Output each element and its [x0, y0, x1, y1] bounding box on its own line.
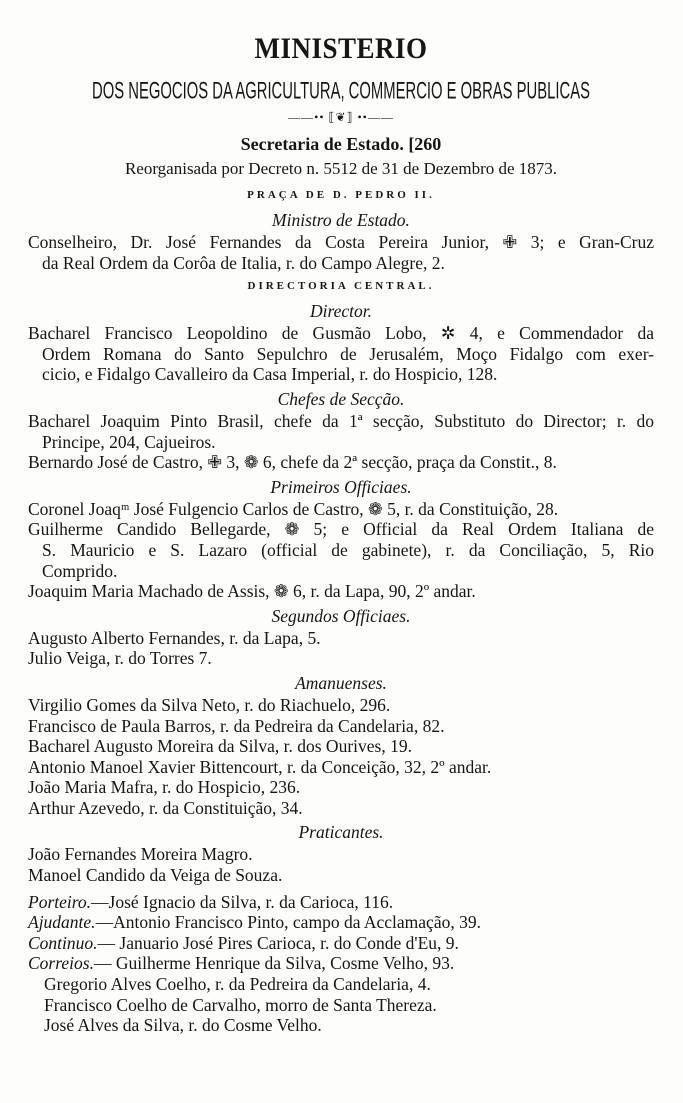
department-heading: DIRECTORIA CENTRAL.: [247, 280, 435, 293]
entry-line: Bacharel Francisco Leopoldino de Gusmão Lobo, ✲ 4, e Commendador da: [28, 323, 654, 344]
entry-line: S. Mauricio e S. Lazaro (official de gabinete), r. da Conciliação, 5, Rio: [42, 539, 654, 560]
entry-line: Comprido.: [42, 560, 118, 581]
staff-text: José Alves da Silva, r. do Cosme Velho.: [44, 1015, 322, 1036]
entry-line: Julio Veiga, r. do Torres 7.: [28, 648, 212, 669]
staff-entry: [28, 974, 654, 995]
entry-line: Francisco de Paula Barros, r. da Pedreira da Candelaria, 82.: [28, 715, 445, 736]
list-item: [28, 519, 654, 581]
staff-entry: [28, 933, 654, 954]
staff-text: — Januario José Pires Carioca, r. do Conde d'Eu, 9.: [97, 932, 459, 953]
entry-line: Principe, 204, Cajueiros.: [42, 431, 216, 452]
staff-entry: [28, 1015, 654, 1036]
entry-line: cicio, e Fidalgo Cavalleiro da Casa Imperial, r. do Hospicio, 128.: [42, 364, 498, 385]
list-item: [28, 452, 654, 473]
section-heading: Praticantes.: [298, 822, 384, 843]
entry-line: João Maria Mafra, r. do Hospicio, 236.: [28, 777, 301, 798]
entry-line: João Fernandes Moreira Magro.: [28, 844, 253, 865]
list-item: [28, 411, 654, 452]
staff-role: Porteiro.: [28, 891, 92, 912]
entry-line: Ordem Romana do Santo Sepulchro de Jerusalém, Moço Fidalgo com exer-: [42, 343, 654, 364]
document-page: [28, 32, 654, 1036]
entry-line: Joaquim Maria Machado de Assis, ❁ 6, r. da Lapa, 90, 2º andar.: [28, 581, 476, 602]
ministry-subtitle: DOS NEGOCIOS DA AGRICULTURA, COMMERCIO E OBRAS PUBLICAS: [92, 78, 590, 105]
list-item: [28, 581, 654, 602]
section-heading: Primeiros Officiaes.: [270, 476, 412, 497]
staff-role: Correios.: [28, 953, 94, 974]
list-item: [28, 865, 654, 886]
staff-entry: [28, 953, 654, 974]
staff-role: Ajudante.: [28, 912, 96, 933]
list-item: [28, 499, 654, 520]
staff-text: —José Ignacio da Silva, r. da Carioca, 116.: [91, 891, 394, 912]
list-item: [28, 736, 654, 757]
staff-entry: [28, 892, 654, 913]
section-heading: Chefes de Secção.: [277, 388, 405, 409]
decree-line: Reorganisada por Decreto n. 5512 de 31 de Dezembro de 1873.: [124, 159, 558, 178]
list-item: [28, 777, 654, 798]
entry-line: Virgilio Gomes da Silva Neto, r. do Riachuelo, 296.: [28, 694, 391, 715]
entry-line: Antonio Manoel Xavier Bittencourt, r. da Conceição, 32, 2º andar.: [28, 756, 492, 777]
staff-text: Gregorio Alves Coelho, r. da Pedreira da Candelaria, 4.: [44, 974, 431, 995]
list-item: [28, 628, 654, 649]
entry-line: Guilherme Candido Bellegarde, ❁ 5; e Official da Real Ordem Italiana de: [28, 519, 654, 540]
staff-text: Francisco Coelho de Carvalho, morro de Santa Thereza.: [44, 994, 437, 1015]
section-heading: Director.: [309, 301, 373, 322]
section-heading: Amanuenses.: [295, 672, 387, 693]
entry-line: Coronel Joaqᵐ José Fulgencio Carlos de Castro, ❁ 5, r. da Constituição, 28.: [28, 498, 559, 519]
entry-line: Manoel Candido da Veiga de Souza.: [28, 865, 283, 886]
list-item: [28, 798, 654, 819]
entry-line: Bernardo José de Castro, ✙ 3, ❁ 6, chefe da 2ª secção, praça da Constit., 8.: [28, 452, 557, 473]
list-item: [28, 695, 654, 716]
staff-list: [28, 892, 654, 1036]
list-item: [28, 648, 654, 669]
staff-entry: [28, 912, 654, 933]
staff-role: Continuo.: [28, 932, 98, 953]
entry-line: Augusto Alberto Fernandes, r. da Lapa, 5.: [28, 627, 321, 648]
list-item: [28, 716, 654, 737]
address-heading: PRAÇA DE D. PEDRO II.: [247, 189, 435, 201]
staff-text: — Guilherme Henrique da Silva, Cosme Velho, 93.: [93, 953, 455, 974]
list-item: [28, 844, 654, 865]
section-heading: Ministro de Estado.: [272, 210, 410, 230]
staff-text: —Antonio Francisco Pinto, campo da Acclamação, 39.: [95, 912, 481, 933]
page-title: MINISTERIO: [254, 31, 428, 65]
entry-line: Bacharel Augusto Moreira da Silva, r. dos Ourives, 19.: [28, 736, 412, 757]
list-item: [28, 757, 654, 778]
entry-line: Arthur Azevedo, r. da Constituição, 34.: [28, 797, 303, 818]
list-item: [28, 323, 654, 385]
ornament-divider: ——•• ⟦❦⟧ ••——: [288, 110, 394, 124]
sections: [28, 208, 654, 886]
list-item: [28, 232, 654, 273]
entry-line: Bacharel Joaquim Pinto Brasil, chefe da 1ª secção, Substituto do Director; r. do: [28, 410, 654, 431]
staff-entry: [28, 995, 654, 1016]
secretaria-heading: Secretaria de Estado. [260: [240, 134, 442, 154]
section-heading: Segundos Officiaes.: [271, 605, 411, 626]
entry-line: Conselheiro, Dr. José Fernandes da Costa Pereira Junior, ✙ 3; e Gran-Cruz: [28, 232, 654, 252]
entry-line: da Real Ordem da Corôa de Italia, r. do Campo Alegre, 2.: [42, 252, 445, 273]
